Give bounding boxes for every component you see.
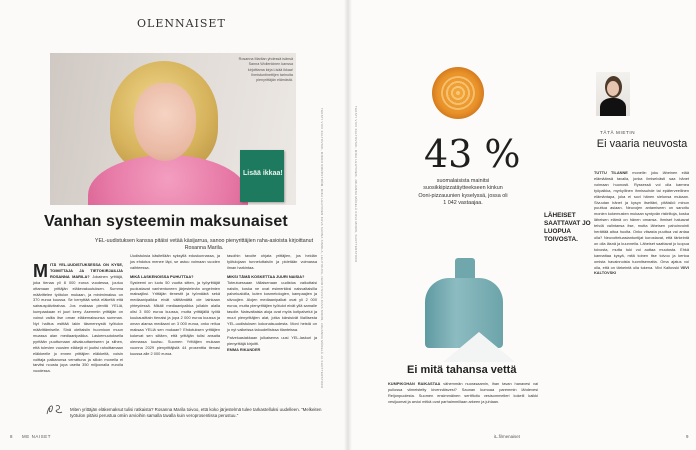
water-bottle-illustration [411,258,515,348]
magazine-url: iL.fi/menaiset [494,434,520,439]
right-page [348,0,696,450]
pizza-illustration [432,67,484,119]
article-headline: Vanhan systeemin maksunaiset [44,213,288,230]
signature-mark [45,402,65,416]
column-subhead: MIKÄ LASKENOISSA PUHUTTAA? [130,273,194,279]
article-lede: YEL-uudistuksen kanssa pitäisi vetää käsijarrua, sanoo pienyrittäjien raha-asioista kirjoittanut Rosanna Marila. [94,238,314,252]
vertical-credit [354,106,363,406]
byline: EMMA RIKANDER [227,346,261,352]
column-body: Systeemi on luotu 50 vuotta sitten, ja työyrittäjät puolustavat vanhentuneen järjestelmän ongelmien maksajiksi. Yrittäjän tienestit ja työmäärä sekä mediaanipalkka eivät välttämättä ole lainkaan yhteydessä. Mikäli mediaanipalkka jollakin alalla olisi 3 000 euroa kuussa, mutta yrittäjällä työtä kuukausittain tienaisi ja jopa 2 000 euroa kuussa ja oman alansa mediaani on 3 000 euroa, onko reilua maksaa YELiä sen mukaan? Ehdotuksen yrittäjien kokevat sen siltäen, että yrittäjän tulisi ansaita olemassa kuutsu. Suomen Yrittäjien mukaan vuonna 2029 pienyrittäjistä 44 prosenttia tienasi kuussa alle 2 000 euroa. [130,279,220,356]
byline: VIIVI KALTOVSKI [594,264,689,276]
spine-gutter [344,0,352,450]
column-headline: Ei vaaria neuvosta [596,138,688,150]
water-body: vähemmän nuorasaamin, ihan tavan hanavesi vai pullossa viimeistelty kivennäisvesi? Saunan kumoaa paremmin lähdevesi Reijonpuolesta. Suomen ensimmäinen sertifioitu vesisommelieri kokeili kaikki vesijuomat ja arvioi mitkä ovat parhaimmillaan arkeen ja juhlaan. [388,381,538,404]
portrait-body [88,155,248,205]
column-body: tasoihin tavoite ohjata yrittäjien, jos heidän työtulojaan tunneluttaisiin ja pidetään voimassa ilman harkintaa. [227,253,317,270]
water-lead: KUMPIKOHAN RAIKASTAA [388,381,441,386]
vertical-credit-text: TEKSTI VIIVI KALTOVSKI, MIKA LEHTINEN, JOHANNA MÄKELÄ KUVA MOON, SHUTTERSTOCK [354,106,358,263]
column-intro: ITÄ YEL-UUDISTUKSESSA ON KYSE, TOIMITTAJA JA TIETOKIRJAILIJA ROSANNA MARILA? [50,262,123,279]
hero-photo [50,53,296,205]
article-column-1 [33,262,123,374]
book-title: Lisää ikkaa! [243,170,283,177]
pull-quote: LÄHEISET SAATTAVAT JO LUOPUA TOIVOSTA. [544,212,591,243]
portrait-face [134,83,196,161]
column-subhead: MIKSI TÄMÄ KOSKETTAA JUURI NAISIA? [227,273,305,279]
footer-quote: Miten yrittäjän eläkemaksut tulisi ratkaista? Rosanna Marila toivoo, että koko järjestelmä tulee tarkastelluksi uudelleen. "Melkeiten työtulon pitäisi perustua omiin arvioihin samalla tavalla kuin veroprosentissa perustuu." [70,407,322,419]
column-body: monelle: joku läheinen elää elämäänsä tavalla, jonka ilmiselvästi saa hänet voimaan huonosti. Ryssessä voi olla karmea työpaikka, myrkyllinen ihmissuhde tai epäterveellinen elämäntapa, joka ei sovi hänen sielunsa mukaan. Sivuutan hänet ja kysyn itseltäni, pitäisikö minun puuttua asiaan. Neuvojen antamiseen on sanottu monien kokemusten mukaan syntyvän ristiriitoja, koska läheisen elämä on hänen omansa. Ihmiset haluavat tehdä valintansa itse, mutta läheisen pahoinvointi herättää aitoa huolta. Onko viisasta puuttua vai antaa olla? Neuvotteluasiantuntijat korostavat, että tärkeintä on olla läsnä ja kuunnella. Läheiset saattavat jo luopua toivosta, mutta tuki voi auttaa muutosta. Ehkä kannattaa kysyä, mitä toinen itse toivoo ja kertoa omista havainnoista tuomitsematta. Oma ajatus voi olla, että on tärkeintä olla tukena. Viivi Kaltovski [594,170,689,270]
column-kicker: TÄTÄ MIETIN [600,130,636,135]
photo-caption: Rosanna Marilan yhdessä isänsä Sanna Wollenkinen kanssa kirjoittama kirja Lisää ikkaa! Ihmistuntinettijen tarinoita pienyrittäjän elämästä. [238,57,293,83]
column-lead: TUTTU TILANNE [594,170,628,175]
column-body: Toteutuessaan tällaisenaan uudistus vaikuttaisi naisiin, koska ne ovat esimerkiksi naisvaltaisilla palvelualoilla, kuten kosmetologien, kampaajien ja siivoojien. Alojen mediaanipalkat ovat yli 2 000 euroa, mutta pienyrittäjien työtulot eivät yllä samalle tasolle. Naisvaltaisia aloja ovat myös kotipalvelut ja muut pienyrittäjien alat, jotka kärsisivät liiallisesta YEL-uudistuksen kokonaisuudesta. Moni heistä on jo nyt vaikeissa taloudellisissa tilanteissa. [227,279,317,332]
stat-text: suomalaisista mainitsi suosikkipizzatäytteekseen kinkun Ooni-pizzauunien kyselyssä, jossa oli 1 042 vastaajaa. [418,178,508,207]
author-portrait [596,72,630,116]
dropcap: M [33,261,48,281]
column-body: Uudistuksia käsitellään syksyllä eduskunnassa, ja jos ehdotus menee läpi, se astuu voimaan vuoden vaihteessa. [130,253,220,270]
magazine-name: ME NAISET [22,434,52,439]
water-headline: Ei mitä tahansa vettä [407,364,517,376]
vertical-credit-text: TEKSTI VIIVI KALTOVSKI, MIKKO NORDSTRÖM, MIKA LEHTINEN KUVA SANNA SIMOLA, LEHTIKUVA, IGOR PIZZAS KUVA MOON, JOHANNA MÄKELÄ JA SHUTTERSTOCK [320,108,324,389]
opinion-column [594,170,689,276]
water-text [388,381,538,405]
page-number: 8 [10,434,13,439]
book-cover [240,150,284,202]
article-column-3 [227,253,317,353]
vertical-credit [320,108,329,408]
section-title: OLENNAISET [137,17,226,30]
article-column-2 [130,253,220,356]
column-body: Jokainen yrittäjä, joka tienaa yli 8 000 euroa vuodessa, joutuu ottamaan yrittäjän eläkevakuutuksen. Summa määrittelee työtulon mukaan, ja minimimaksu on 370 euroa kuussa. Se kerryttää sekä eläkettä että sairauspäivärahaa. Jos maksaa pienitä YELiä, kumpaakaan ei juuri kerry. Asemmin yrittäjän on voinut valita itse oman eläkemaksunsa summan. Nyt halitus esittää lakin täsmennystä työtulon määrittämiselle. Sinä oleltaisiin huomioon muun muassa alan mediaanipalkka. Laskemuutoksella pyritään puuttumaan alivakuuttamiseen ja siihen, että tulevien vuosien eläkejä ei joutisi rahoittamaan eläkkeelle jo ennen yrittäjien eläkkeitä, voisin voittaja palkarunsa verrattuna ja silloin monella ei tarvitsi nousta jopa useita 350 miljoonalla eurolla vuodessa. [33,273,123,374]
column-body: Palveluasiakkaan julkaisema uusi YEL-laskuri ja pienyrittäjä kirjoitti. [227,334,317,346]
page-number: 9 [686,434,689,439]
stat-value: 43 % [424,132,521,176]
